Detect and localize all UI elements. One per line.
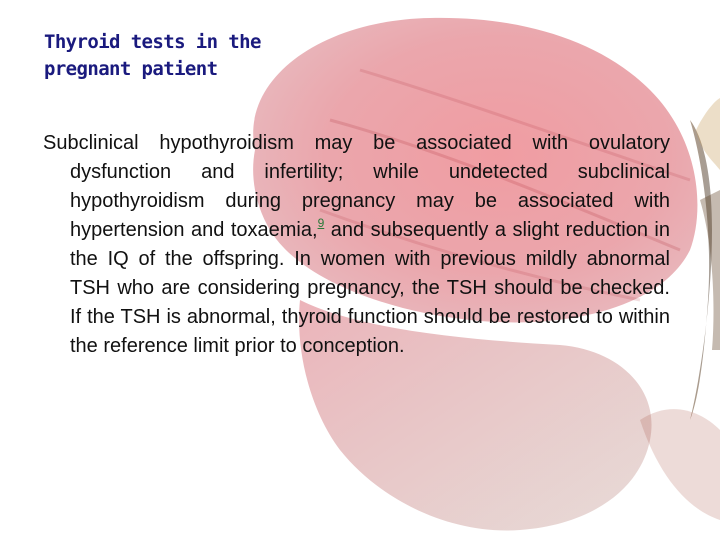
title-line-1: Thyroid tests in the	[44, 31, 261, 53]
body-paragraph	[43, 129, 670, 361]
body-text-part-1: Subclinical hypothyroidism may be associated with ovulatory dysfunction and infertility; while undetected subclinical hypothyroidism during pregnancy may be associated with hypertension and toxaemia,	[43, 132, 670, 241]
body-text-part-2: and subsequently a slight reduction in the IQ of the offspring. In women with previous mildly abnormal TSH who are considering pregnancy, the TSH should be checked. If the TSH is abnormal, thyroid function should be restored to within the reference limit prior to conception.	[70, 219, 670, 357]
slide-title	[44, 29, 344, 83]
title-line-2: pregnant patient	[44, 58, 218, 80]
citation-link[interactable]: 9	[317, 216, 325, 230]
